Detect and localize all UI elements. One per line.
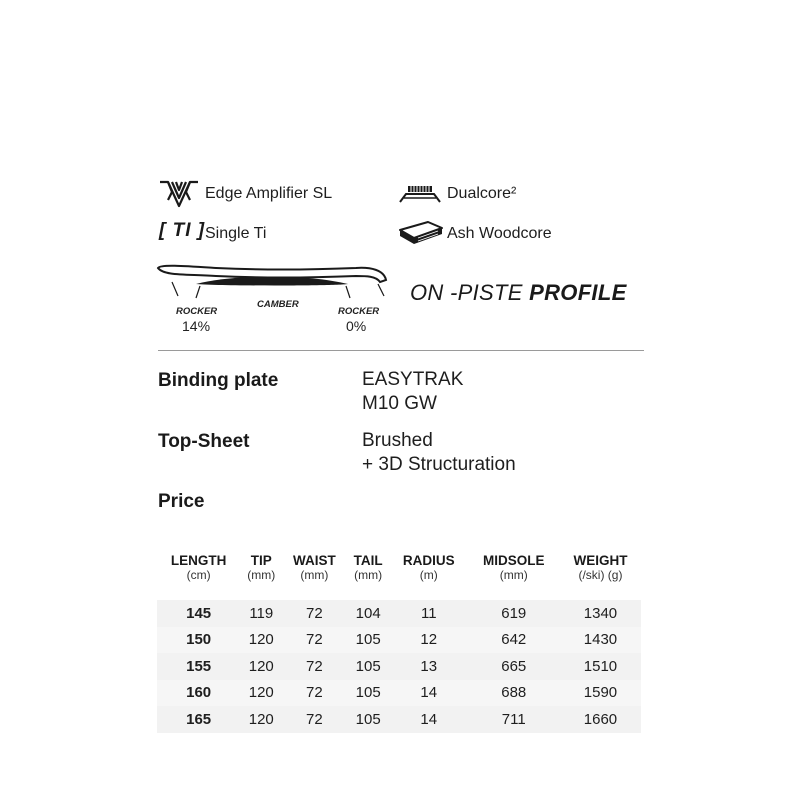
- feature-label: Single Ti: [205, 225, 267, 242]
- table-cell: 642: [468, 627, 560, 654]
- table-cell: 119: [240, 600, 282, 627]
- spec-label-binding-plate: Binding plate: [158, 370, 279, 391]
- table-cell: 105: [346, 653, 390, 680]
- profile-title-light: ON -PISTE: [410, 280, 530, 305]
- table-cell: 120: [240, 706, 282, 733]
- table-row: [157, 600, 641, 627]
- table-cell: 14: [390, 680, 468, 707]
- titanal-icon: [ TI ]: [159, 220, 206, 241]
- table-cell: 155: [157, 653, 240, 680]
- rocker-tail-percentage: 0%: [346, 318, 367, 334]
- table-cell: 1340: [560, 600, 641, 627]
- section-divider: [158, 350, 644, 351]
- table-cell: 72: [282, 627, 346, 654]
- table-cell: 72: [282, 680, 346, 707]
- column-unit: (mm): [354, 568, 383, 582]
- spec-value-line: EASYTRAK: [362, 369, 464, 390]
- table-row: [157, 706, 641, 733]
- table-row: [157, 627, 641, 654]
- table-header-row: [157, 546, 641, 568]
- spec-label-top-sheet: Top-Sheet: [158, 431, 250, 452]
- column-unit: (m): [419, 568, 438, 582]
- column-unit: (mm): [247, 568, 276, 582]
- profile-title: [410, 280, 627, 306]
- table-cell: 11: [390, 600, 468, 627]
- table-cell: 120: [240, 680, 282, 707]
- spec-value-binding-plate: [362, 368, 463, 416]
- column-unit: (/ski) (g): [578, 568, 623, 582]
- table-row: [157, 653, 641, 680]
- table-cell: 665: [468, 653, 560, 680]
- column-unit: (cm): [186, 568, 211, 582]
- table-cell: 104: [346, 600, 390, 627]
- table-cell: 619: [468, 600, 560, 627]
- table-cell: 120: [240, 627, 282, 654]
- table-cell: 145: [157, 600, 240, 627]
- table-cell: 14: [390, 706, 468, 733]
- column-header: TIP: [250, 553, 272, 568]
- edge-amplifier-icon: [158, 178, 200, 210]
- table-row: [157, 680, 641, 707]
- table-cell: 160: [157, 680, 240, 707]
- table-cell: 120: [240, 653, 282, 680]
- camber-label: CAMBER: [257, 299, 299, 310]
- feature-label: Dualcore²: [447, 185, 517, 202]
- rocker-tail-label: ROCKER: [338, 306, 380, 317]
- table-cell: 72: [282, 706, 346, 733]
- table-cell: 105: [346, 627, 390, 654]
- dualcore-icon: [398, 184, 442, 204]
- column-header: RADIUS: [402, 553, 455, 568]
- feature-label: Edge Amplifier SL: [205, 185, 333, 202]
- table-cell: 150: [157, 627, 240, 654]
- table-cell: 711: [468, 706, 560, 733]
- profile-title-bold: PROFILE: [529, 280, 627, 305]
- feature-label: Ash Woodcore: [447, 225, 552, 242]
- size-specs-table: [157, 546, 641, 733]
- spec-value-top-sheet: [362, 429, 516, 477]
- spec-value-line: M10 GW: [362, 393, 437, 414]
- spec-label-price: Price: [158, 491, 205, 512]
- column-header: WEIGHT: [573, 553, 628, 568]
- table-cell: 72: [282, 600, 346, 627]
- table-cell: 165: [157, 706, 240, 733]
- table-cell: 12: [390, 627, 468, 654]
- table-units-row: [157, 568, 641, 586]
- column-header: TAIL: [353, 553, 383, 568]
- column-unit: (mm): [300, 568, 329, 582]
- rocker-tip-label: ROCKER: [176, 306, 218, 317]
- table-cell: 105: [346, 680, 390, 707]
- table-cell: 1590: [560, 680, 641, 707]
- column-header: LENGTH: [170, 553, 227, 568]
- spec-value-line: + 3D Structuration: [362, 454, 516, 475]
- table-cell: 105: [346, 706, 390, 733]
- column-header: MIDSOLE: [482, 553, 545, 568]
- column-unit: (mm): [499, 568, 528, 582]
- table-cell: 688: [468, 680, 560, 707]
- table-cell: 1430: [560, 627, 641, 654]
- table-cell: 13: [390, 653, 468, 680]
- column-header: WAIST: [292, 553, 336, 568]
- table-cell: 1510: [560, 653, 641, 680]
- table-cell: 72: [282, 653, 346, 680]
- rocker-tip-percentage: 14%: [182, 318, 211, 334]
- table-cell: 1660: [560, 706, 641, 733]
- spec-value-line: Brushed: [362, 430, 433, 451]
- woodcore-icon: [398, 220, 444, 246]
